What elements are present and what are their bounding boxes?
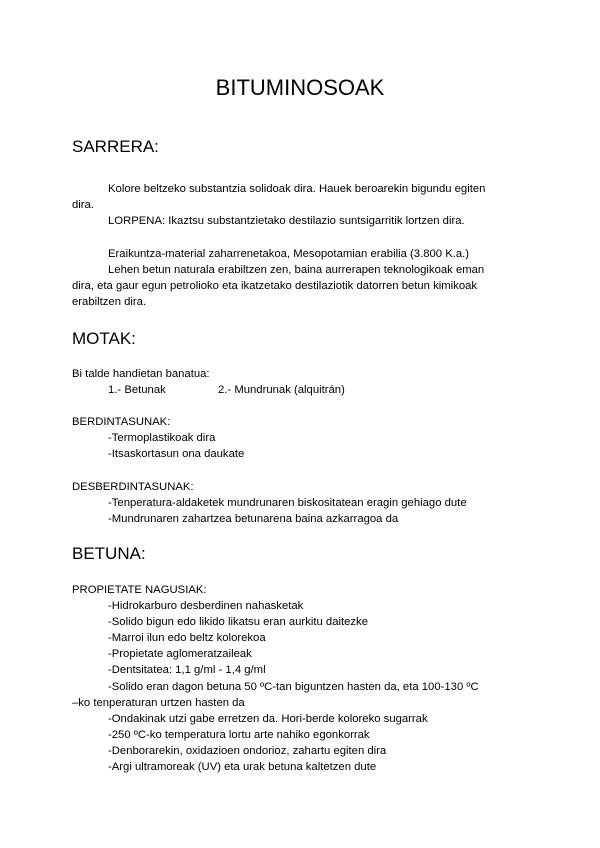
betuna-prop-item: -Solido eran dagon betuna 50 ºC-tan biguntzen hasten da, eta 100-130 ºC [108, 681, 479, 693]
sarrera-lorpena: LORPENA: Ikaztsu substantzietako destilazio suntsigarritik lortzen dira. [108, 215, 465, 227]
berdintasunak-item: -Termoplastikoak dira [108, 432, 216, 444]
betuna-prop-item: -Marroi ilun edo beltz kolorekoa [108, 632, 266, 644]
desberdintasunak-label: DESBERDINTASUNAK: [72, 481, 194, 493]
betuna-prop-item: -Dentsitatea: 1,1 g/ml - 1,4 g/ml [108, 664, 266, 676]
sarrera-paragraph-1-line-1: Kolore beltzeko substantzia solidoak dira. Hauek beroarekin bigundu egiten [108, 183, 486, 195]
section-heading-betuna: BETUNA: [72, 544, 146, 563]
betuna-prop-item: -250 ºC-ko temperatura lortu arte nahiko egonkorrak [108, 729, 370, 741]
betuna-prop-item: -Argi ultramoreak (UV) eta urak betuna kaltetzen dute [108, 761, 377, 773]
betuna-prop-item: -Denborarekin, oxidazioen ondorioz, zahartu egiten dira [108, 745, 387, 757]
motak-intro: Bi talde handietan banatua: [72, 368, 210, 380]
sarrera-paragraph-3-line-3: erabiltzen dira. [72, 296, 147, 308]
motak-item-1: 1.- Betunak [108, 384, 166, 396]
desberdintasunak-item: -Tenperatura-aldaketek mundrunaren biskositatean eragin gehiago dute [108, 497, 467, 509]
desberdintasunak-item: -Mundrunaren zahartzea betunarena baina azkarragoa da [108, 513, 399, 525]
betuna-prop-item: -Propietate aglomeratzaileak [108, 648, 252, 660]
betuna-prop-item-continuation: –ko tenperaturan urtzen hasten da [72, 697, 245, 709]
section-heading-motak: MOTAK: [72, 329, 136, 348]
sarrera-paragraph-3-line-1: Lehen betun naturala erabiltzen zen, baina aurrerapen teknologikoak eman [108, 264, 485, 276]
motak-list [108, 382, 568, 398]
sarrera-paragraph-1-line-2: dira. [72, 199, 94, 211]
sarrera-paragraph-2: Eraikuntza-material zaharrenetakoa, Mesopotamian erabilia (3.800 K.a.) [108, 248, 470, 260]
betuna-prop-item: -Solido bigun edo likido likatsu eran aurkitu daitezke [108, 616, 368, 628]
motak-item-2: 2.- Mundrunak (alquitrán) [218, 384, 345, 396]
section-heading-sarrera: SARRERA: [72, 137, 159, 156]
berdintasunak-label: BERDINTASUNAK: [72, 416, 171, 428]
betuna-props-label: PROPIETATE NAGUSIAK: [72, 584, 207, 596]
sarrera-paragraph-3-line-2: dira, eta gaur egun petrolioko eta ikatzetako destilaziotik datorren betun kimikoak [72, 280, 478, 292]
document-title: BITUMINOSOAK [215, 75, 385, 100]
betuna-prop-item: -Ondakinak utzi gabe erretzen da. Hori-berde koloreko sugarrak [108, 713, 428, 725]
berdintasunak-item: -Itsaskortasun ona daukate [108, 448, 245, 460]
betuna-prop-item: -Hidrokarburo desberdinen nahasketak [108, 600, 304, 612]
